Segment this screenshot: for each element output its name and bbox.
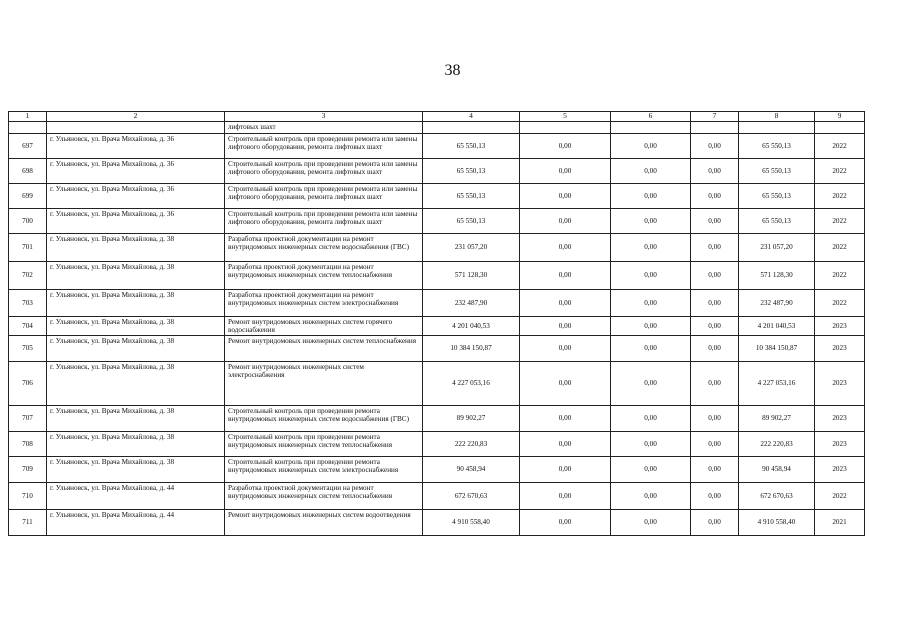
cell-year: 2022 [815,184,865,209]
cell-total: 231 057,20 [423,234,520,262]
table-row [9,336,865,362]
cell-address: г. Ульяновск, ул. Врача Михайлова, д. 36 [47,159,225,184]
cell-col5: 0,00 [520,362,611,406]
cell-col5: 0,00 [520,234,611,262]
cell-total: 10 384 150,87 [423,336,520,362]
cell-work: Ремонт внутридомовых инженерных систем водоотведения [225,510,423,536]
cell-address: г. Ульяновск, ул. Врача Михайлова, д. 38 [47,362,225,406]
cell-col8: 65 550,13 [739,134,815,159]
cell-total: 672 670,63 [423,483,520,510]
cell-col7: 0,00 [691,290,739,317]
cell-year: 2022 [815,159,865,184]
cell-col7: 0,00 [691,134,739,159]
cell-col5: 0,00 [520,432,611,457]
cell-address: г. Ульяновск, ул. Врача Михайлова, д. 38 [47,432,225,457]
column-header-5: 5 [520,112,611,122]
cell-number: 710 [9,483,47,510]
cell-work: Строительный контроль при проведении ремонта внутридомовых инженерных систем электроснабжения [225,457,423,483]
cell-work: Строительный контроль при проведении ремонта внутридомовых инженерных систем водоснабжения (ГВС) [225,406,423,432]
cell-col5 [520,122,611,134]
cell-total: 4 910 558,40 [423,510,520,536]
cell-total: 65 550,13 [423,134,520,159]
table-row [9,134,865,159]
cell-col8: 571 128,30 [739,262,815,290]
table-row [9,457,865,483]
cell-col6: 0,00 [611,262,691,290]
cell-year: 2023 [815,336,865,362]
cell-work: Разработка проектной документации на ремонт внутридомовых инженерных систем теплоснабжения [225,483,423,510]
cell-col5: 0,00 [520,209,611,234]
cell-number: 698 [9,159,47,184]
cell-total: 222 220,83 [423,432,520,457]
cell-year: 2023 [815,406,865,432]
cell-address: г. Ульяновск, ул. Врача Михайлова, д. 36 [47,134,225,159]
column-header-3: 3 [225,112,423,122]
column-header-2: 2 [47,112,225,122]
cell-col6: 0,00 [611,406,691,432]
column-header-1: 1 [9,112,47,122]
cell-col6: 0,00 [611,336,691,362]
cell-col7 [691,122,739,134]
cell-col6: 0,00 [611,483,691,510]
cell-col7: 0,00 [691,184,739,209]
cell-col8: 65 550,13 [739,184,815,209]
cell-address: г. Ульяновск, ул. Врача Михайлова, д. 38 [47,234,225,262]
cell-work: Ремонт внутридомовых инженерных систем электроснабжения [225,362,423,406]
column-header-9: 9 [815,112,865,122]
cell-col7: 0,00 [691,317,739,336]
table-row [9,432,865,457]
cell-col6: 0,00 [611,457,691,483]
cell-col7: 0,00 [691,336,739,362]
cell-address: г. Ульяновск, ул. Врача Михайлова, д. 38 [47,262,225,290]
cell-col7: 0,00 [691,262,739,290]
cell-work: Строительный контроль при проведении ремонта или замены лифтового оборудования, ремонта лифтовых шахт [225,159,423,184]
cell-col7: 0,00 [691,483,739,510]
cell-col8 [739,122,815,134]
cell-col5: 0,00 [520,483,611,510]
column-header-8: 8 [739,112,815,122]
cell-address: г. Ульяновск, ул. Врача Михайлова, д. 38 [47,406,225,432]
cell-number [9,122,47,134]
cell-total [423,122,520,134]
cell-address [47,122,225,134]
cell-col6: 0,00 [611,159,691,184]
cell-number: 704 [9,317,47,336]
cell-col6: 0,00 [611,234,691,262]
cell-col8: 65 550,13 [739,159,815,184]
cell-number: 705 [9,336,47,362]
cell-col7: 0,00 [691,234,739,262]
cell-col8: 4 201 040,53 [739,317,815,336]
cell-year: 2021 [815,510,865,536]
cell-address: г. Ульяновск, ул. Врача Михайлова, д. 38 [47,290,225,317]
table-row [9,234,865,262]
cell-address: г. Ульяновск, ул. Врача Михайлова, д. 38 [47,457,225,483]
cell-number: 702 [9,262,47,290]
cell-work: Ремонт внутридомовых инженерных систем теплоснабжения [225,336,423,362]
cell-col7: 0,00 [691,432,739,457]
cell-col5: 0,00 [520,510,611,536]
cell-year: 2023 [815,432,865,457]
cell-col8: 90 458,94 [739,457,815,483]
cell-col5: 0,00 [520,262,611,290]
cell-total: 90 458,94 [423,457,520,483]
cell-col7: 0,00 [691,159,739,184]
cell-year: 2022 [815,134,865,159]
cell-col7: 0,00 [691,362,739,406]
cell-year [815,122,865,134]
cell-col7: 0,00 [691,510,739,536]
cell-col8: 232 487,90 [739,290,815,317]
cell-year: 2023 [815,317,865,336]
cell-number: 707 [9,406,47,432]
repair-plan-table [8,111,865,536]
cell-total: 4 201 040,53 [423,317,520,336]
cell-col6: 0,00 [611,432,691,457]
header-row [9,112,865,122]
cell-work: Строительный контроль при проведении ремонта внутридомовых инженерных систем теплоснабжения [225,432,423,457]
cell-col8: 231 057,20 [739,234,815,262]
cell-total: 65 550,13 [423,159,520,184]
cell-number: 703 [9,290,47,317]
cell-col6 [611,122,691,134]
cell-address: г. Ульяновск, ул. Врача Михайлова, д. 36 [47,209,225,234]
column-header-4: 4 [423,112,520,122]
cell-work: Разработка проектной документации на ремонт внутридомовых инженерных систем теплоснабжения [225,262,423,290]
cell-year: 2023 [815,362,865,406]
table-row [9,483,865,510]
cell-number: 709 [9,457,47,483]
cell-address: г. Ульяновск, ул. Врача Михайлова, д. 38 [47,336,225,362]
cell-total: 232 487,90 [423,290,520,317]
cell-col5: 0,00 [520,317,611,336]
cell-work: лифтовых шахт [225,122,423,134]
cell-number: 700 [9,209,47,234]
cell-year: 2022 [815,483,865,510]
cell-work: Разработка проектной документации на ремонт внутридомовых инженерных систем водоснабжения (ГВС) [225,234,423,262]
cell-year: 2023 [815,457,865,483]
continuation-row [9,122,865,134]
page-number: 38 [444,62,461,79]
cell-col8: 65 550,13 [739,209,815,234]
cell-total: 65 550,13 [423,209,520,234]
column-header-6: 6 [611,112,691,122]
cell-number: 706 [9,362,47,406]
table-row [9,406,865,432]
cell-number: 711 [9,510,47,536]
column-header-7: 7 [691,112,739,122]
cell-col8: 4 227 053,16 [739,362,815,406]
cell-year: 2022 [815,262,865,290]
cell-work: Строительный контроль при проведении ремонта или замены лифтового оборудования, ремонта лифтовых шахт [225,184,423,209]
cell-col5: 0,00 [520,336,611,362]
cell-col7: 0,00 [691,209,739,234]
cell-year: 2022 [815,290,865,317]
cell-col6: 0,00 [611,317,691,336]
cell-col8: 222 220,83 [739,432,815,457]
cell-col6: 0,00 [611,134,691,159]
cell-work: Строительный контроль при проведении ремонта или замены лифтового оборудования, ремонта лифтовых шахт [225,209,423,234]
cell-work: Строительный контроль при проведении ремонта или замены лифтового оборудования, ремонта лифтовых шахт [225,134,423,159]
cell-col8: 4 910 558,40 [739,510,815,536]
cell-address: г. Ульяновск, ул. Врача Михайлова, д. 44 [47,510,225,536]
cell-number: 699 [9,184,47,209]
cell-col5: 0,00 [520,184,611,209]
cell-col6: 0,00 [611,510,691,536]
cell-year: 2022 [815,209,865,234]
cell-work: Разработка проектной документации на ремонт внутридомовых инженерных систем электроснабжения [225,290,423,317]
table-row [9,290,865,317]
cell-col7: 0,00 [691,406,739,432]
cell-col5: 0,00 [520,290,611,317]
cell-col5: 0,00 [520,457,611,483]
table-row [9,209,865,234]
cell-number: 697 [9,134,47,159]
cell-total: 65 550,13 [423,184,520,209]
cell-col8: 89 902,27 [739,406,815,432]
cell-col5: 0,00 [520,406,611,432]
cell-col6: 0,00 [611,290,691,317]
cell-col5: 0,00 [520,134,611,159]
table-row [9,184,865,209]
table-row [9,159,865,184]
table-row [9,510,865,536]
cell-col8: 672 670,63 [739,483,815,510]
table-row [9,262,865,290]
cell-total: 571 128,30 [423,262,520,290]
cell-number: 708 [9,432,47,457]
cell-total: 89 902,27 [423,406,520,432]
cell-col7: 0,00 [691,457,739,483]
cell-address: г. Ульяновск, ул. Врача Михайлова, д. 36 [47,184,225,209]
table-row [9,317,865,336]
cell-work: Ремонт внутридомовых инженерных систем горячего водоснабжения [225,317,423,336]
cell-col6: 0,00 [611,209,691,234]
cell-address: г. Ульяновск, ул. Врача Михайлова, д. 38 [47,317,225,336]
cell-col5: 0,00 [520,159,611,184]
table-row [9,362,865,406]
cell-year: 2022 [815,234,865,262]
cell-total: 4 227 053,16 [423,362,520,406]
cell-address: г. Ульяновск, ул. Врача Михайлова, д. 44 [47,483,225,510]
cell-number: 701 [9,234,47,262]
cell-col6: 0,00 [611,184,691,209]
cell-col6: 0,00 [611,362,691,406]
cell-col8: 10 384 150,87 [739,336,815,362]
